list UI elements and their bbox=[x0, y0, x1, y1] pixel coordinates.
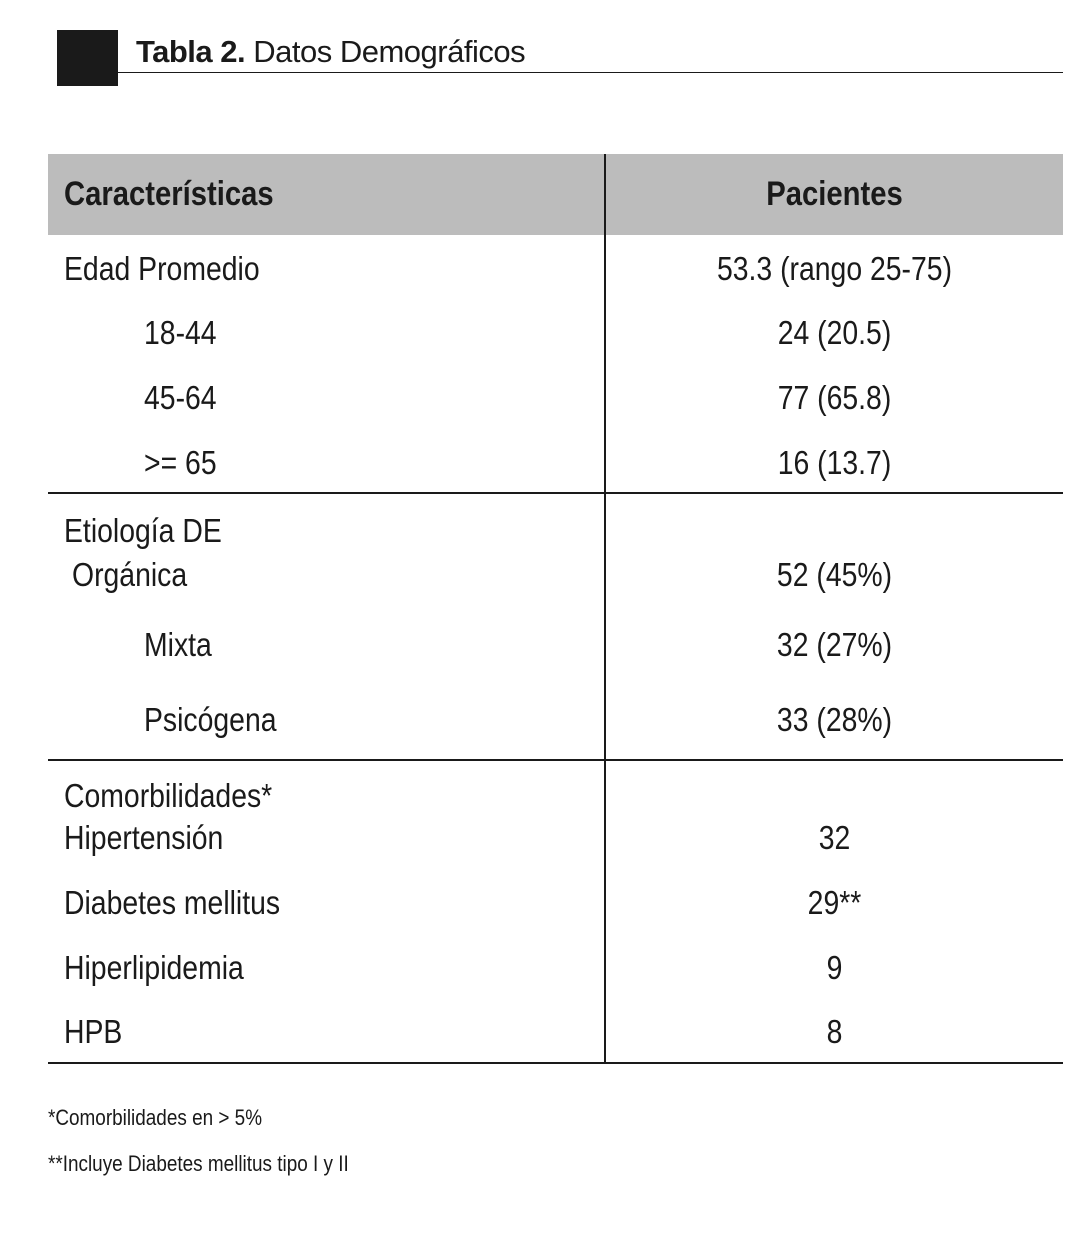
row-value-hpb: 8 bbox=[826, 1013, 843, 1050]
table-title-label: Tabla 2. bbox=[136, 34, 246, 69]
row-label-psicogena: Psicógena bbox=[144, 701, 277, 738]
table-bottom-rule bbox=[48, 1062, 1063, 1064]
footnote-comorbilidades: *Comorbilidades en > 5% bbox=[48, 1105, 263, 1130]
footnote-diabetes: **Incluye Diabetes mellitus tipo I y II bbox=[48, 1151, 349, 1176]
section-heading-etiologia: Etiología DE bbox=[64, 512, 222, 549]
demographics-table bbox=[48, 154, 1063, 1064]
row-label-organica: Orgánica bbox=[72, 556, 188, 593]
row-label-mixta: Mixta bbox=[144, 626, 212, 663]
row-label-65-plus: >= 65 bbox=[144, 444, 217, 481]
row-label-diabetes: Diabetes mellitus bbox=[64, 884, 281, 921]
row-value-organica: 52 (45%) bbox=[776, 556, 893, 593]
row-value-mixta: 32 (27%) bbox=[776, 626, 893, 663]
section-divider-1 bbox=[48, 492, 1063, 494]
row-value-hipertension: 32 bbox=[818, 819, 851, 856]
row-label-45-64: 45-64 bbox=[144, 379, 217, 416]
row-label-hpb: HPB bbox=[64, 1013, 123, 1050]
row-value-edad-promedio: 53.3 (rango 25-75) bbox=[716, 250, 953, 287]
title-rule bbox=[118, 72, 1063, 73]
column-divider bbox=[604, 154, 606, 1064]
row-value-45-64: 77 (65.8) bbox=[777, 379, 892, 416]
section-divider-2 bbox=[48, 759, 1063, 761]
title-marker-block bbox=[57, 30, 118, 86]
row-value-hiperlipidemia: 9 bbox=[826, 949, 843, 986]
row-label-hipertension: Hipertensión bbox=[64, 819, 224, 856]
header-caracteristicas: Características bbox=[64, 175, 274, 213]
row-label-18-44: 18-44 bbox=[144, 314, 217, 351]
table-title-text: Datos Demográficos bbox=[253, 34, 526, 69]
row-value-diabetes: 29** bbox=[807, 884, 862, 921]
header-pacientes: Pacientes bbox=[766, 175, 903, 213]
table-title bbox=[136, 30, 525, 74]
row-label-edad-promedio: Edad Promedio bbox=[64, 250, 260, 287]
row-value-psicogena: 33 (28%) bbox=[776, 701, 893, 738]
row-value-18-44: 24 (20.5) bbox=[777, 314, 892, 351]
section-heading-comorbilidades: Comorbilidades* bbox=[64, 777, 273, 814]
row-value-65-plus: 16 (13.7) bbox=[777, 444, 892, 481]
row-label-hiperlipidemia: Hiperlipidemia bbox=[64, 949, 244, 986]
